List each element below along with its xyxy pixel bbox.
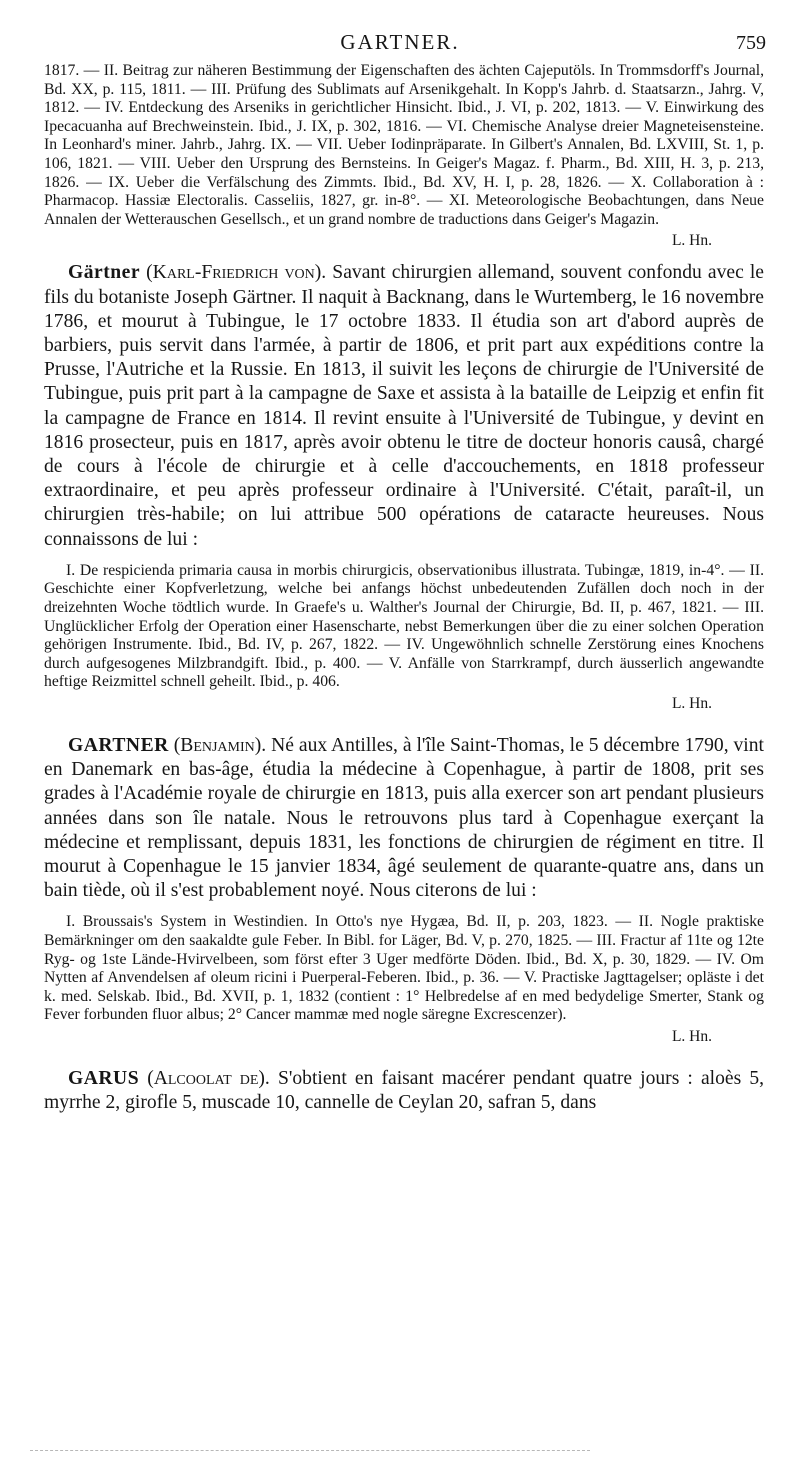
continued-bibliography: 1817. — II. Beitrag zur näheren Bestimmung der Eigenschaften des ächten Cajeputöls. In Trommsdorff's Journal, Bd. XX, p. 115, 1811. — III. Prüfung des Sublimats auf Arsenikgehalt. In Kopp's Jahrb. d. Staatsarzn., Jahrg. V, 1812. — IV. Entdeckung des Arseniks in gerichtlicher Hinsicht. Ibid., J. VI, p. 202, 1813. — V. Einwirkung des Ipecacuanha auf Brechweinstein. Ibid., J. IX, p. 302, 1816. — VI. Chemische Analyse dreier Magneteisensteine. In Leonhard's miner. Jahrb., Jahrg. IX. — VII. Ueber Iodinpräparate. In Gilbert's Annalen, Bd. LXVIII, St. 1, p. 106, 1821. — VIII. Ueber den Ursprung des Bernsteins. In Geiger's Magaz. f. Pharm., Bd. XIII, H. 3, p. 213, 1826. — IX. Ueber die Verfälschung des Zimmts. Ibid., Bd. XV, H. I, p. 28, 1826. — X. Collaboration à : Pharmacop. Hassiæ Electoralis. Casseliis, 1827, gr. in-8°. — XI. Meteorologische Beobachtungen, dans Neue Annalen der Wetterauschen Gesellsch., et un grand nombre de traductions dans Geiger's Magazin. bbox=[44, 62, 764, 228]
entry-headword: GARTNER bbox=[68, 734, 169, 756]
entry-karl-friedrich-gartner bbox=[44, 261, 764, 551]
footer-rule bbox=[30, 1450, 590, 1451]
page-header bbox=[0, 30, 800, 58]
entry-bibliography: I. Broussais's System in Westindien. In Otto's nye Hygæa, Bd. II, p. 203, 1823. — II. Nogle praktiske Bemärkninger om den saakaldte gule Feber. In Bibl. for Läger, Bd. V, p. 270, 1825. — III. Fractur af 11te og 12te Ryg- og 1ste Lände-Hvirvelbeen, som först efter 3 Uger medförte Döden. Ibid., Bd. X, p. 30, 1829. — IV. Om Nytten af Anvendelsen af oleum ricini i Puerperal-Feberen. Ibid., p. 36. — V. Practiske Jagttagelser; opläste i det k. med. Selskab. Ibid., Bd. XVII, p. 1, 1832 (contient : 1° Helbredelse af en med bedydelige Smerter, Stank og Fever forbunden fluor albus; 2° Cancer mammæ med nogle säregne Excrescenzer). bbox=[44, 913, 764, 1024]
entry-headword: Gärtner bbox=[68, 262, 141, 284]
entry-garus bbox=[44, 1067, 764, 1115]
entry-text: Savant chirurgien allemand, souvent confondu avec le fils du botaniste Joseph Gärtner. Il naquit à Backnang, dans le Wurtemberg, le 16 novembre 1786, et mourut à Tubingue, le 17 octobre 1833. Il étudia son art d'abord auprès de barbiers, puis servit dans l'armée, à partir de 1806, et prit part aux expéditions contre la Prusse, l'Autriche et la Russie. En 1813, il suivit les leçons de chirurgie de l'Université de Tubingue, puis prit part à la campagne de Saxe et assista à la bataille de Leipzig et enfin fit la campagne de France en 1814. Il revint ensuite à l'Université de Tubingue, y devint en 1816 prosecteur, puis en 1817, après avoir obtenu le titre de docteur honoris causâ, chargé de cours à l'école de chirurgie et à celle d'accouchements, en 1818 professeur extraordinaire, et peu après professeur ordinaire à l'Université. C'était, paraît-il, un chirurgien très-habile; on lui attribue 500 opérations de cataracte heureuses. Nous connaissons de lui : bbox=[44, 262, 764, 550]
entry-qualifier: (Alcoolat de). bbox=[147, 1067, 270, 1089]
entry-text: Né aux Antilles, à l'île Saint-Thomas, le 5 décembre 1790, vint en Danemark en bas-âge, étudia la médecine à Copenhague, à partir de 1808, prit ses grades à l'Académie royale de chirurgie en 1813, puis alla exercer son art pendant plusieurs années dans son île natale. Nous le retrouvons plus tard à Copenhague exerçant la médecine et remplissant, depuis 1831, les fonctions de chirurgien de régiment en titre. Il mourut à Copenhague le 15 janvier 1834, âgé seulement de quarante-quatre ans, dans un bain tiède, où il s'est probablement noyé. Nous citerons de lui : bbox=[44, 734, 764, 902]
author-signature: L. Hn. bbox=[671, 232, 712, 250]
entry-bibliography: I. De respicienda primaria causa in morbis chirurgicis, observationibus illustrata. Tubingæ, 1819, in-4°. — II. Geschichte einer Kopfverletzung, welche bei anfangs höchst unbedeutenden Zufällen doch noch in der dreizehnten Woche tödtlich wurde. In Graefe's u. Walther's Journal der Chirurgie, Bd. II, p. 467, 1821. — III. Unglücklicher Erfolg der Operation einer Hasenscharte, nebst Bemerkungen über die zu einer solchen Operation gehörigen Instrumente. Ibid., Bd. IV, p. 267, 1822. — IV. Ungewöhnlich schnelle Zerstörung eines Knochens durch aufgesogenes Milzbrandgift. Ibid., p. 400. — V. Anfälle von Starrkrampf, durch äusserlich angewandte heftige Reizmittel schnell geheilt. Ibid., p. 406. bbox=[44, 561, 764, 691]
entry-qualifier: (Benjamin). bbox=[173, 734, 267, 756]
entry-benjamin-gartner bbox=[44, 734, 764, 903]
author-signature: L. Hn. bbox=[671, 694, 712, 712]
page-body bbox=[44, 62, 764, 1125]
entry-qualifier: (Karl-Friedrich von). bbox=[146, 262, 327, 284]
author-signature: L. Hn. bbox=[671, 1027, 712, 1045]
page-number: 759 bbox=[736, 32, 766, 54]
entry-headword: GARUS bbox=[68, 1067, 140, 1089]
running-head: GARTNER. bbox=[340, 30, 460, 54]
entry-text: S'obtient en faisant macérer pendant quatre jours : aloès 5, myrrhe 2, girofle 5, muscade 10, cannelle de Ceylan 20, safran 5, dans bbox=[44, 1067, 765, 1114]
